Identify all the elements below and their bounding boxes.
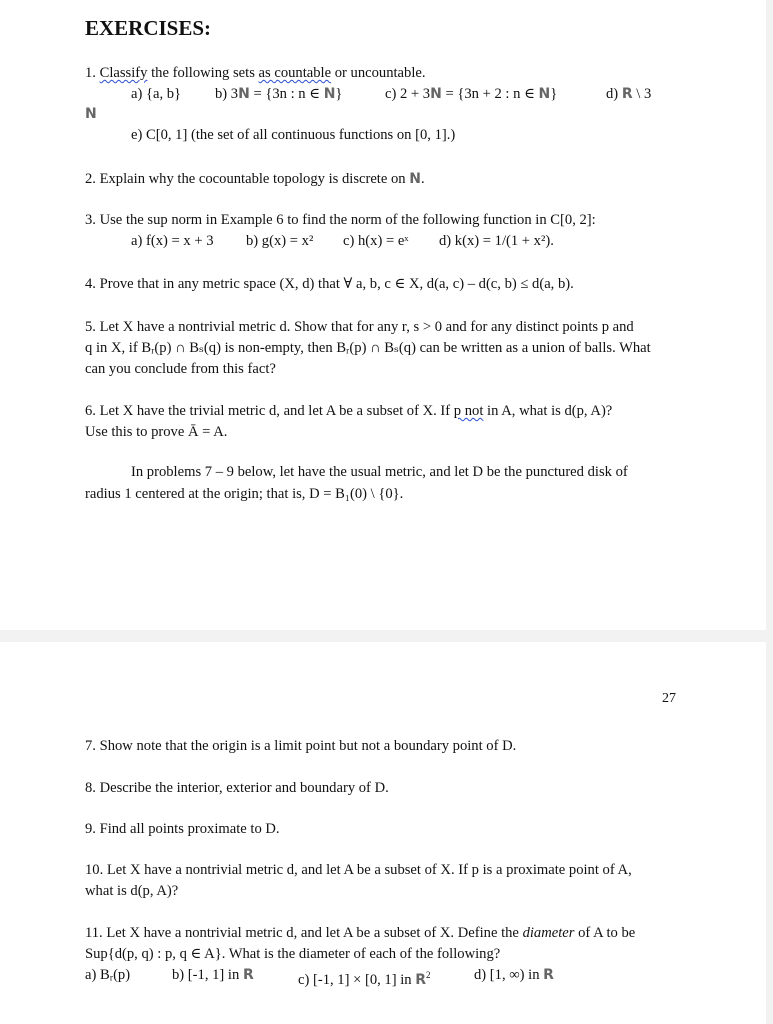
- exercise-3-prompt: 3. Use the sup norm in Example 6 to find the norm of the following function in C[0, 2]:: [85, 212, 596, 228]
- exercise-1-part-b: b) 3N = {3n : n ∈ N}: [215, 86, 343, 102]
- exercise-2: 2. Explain why the cocountable topology is discrete on N.: [85, 171, 425, 187]
- exercise-11-line-2: Sup{d(p, q) : p, q ∈ A}. What is the diameter of each of the following?: [85, 946, 501, 962]
- problems-7-9-intro-line-2: radius 1 centered at the origin; that is, D = B₁(0) \ {0}.: [85, 486, 404, 502]
- exercise-6-line-2: Use this to prove Ā = A.: [85, 424, 228, 440]
- page-number: 27: [662, 691, 676, 706]
- exercise-1-part-d: d) R \ 3: [606, 86, 652, 102]
- exercise-10-line-2: what is d(p, A)?: [85, 883, 179, 899]
- exercise-11-part-c: c) [-1, 1] × [0, 1] in $R^2$: [298, 970, 431, 988]
- exercise-11-line-1: 11. Let X have a nontrivial metric d, and let A be a subset of X. Define the diameter of A to be: [85, 925, 636, 941]
- page-title: EXERCISES:: [85, 16, 212, 40]
- exercise-5-line-2: q in X, if Bᵣ(p) ∩ Bₛ(q) is non-empty, then Bᵣ(p) ∩ Bₛ(q) can be written as a union of balls. What: [85, 340, 651, 356]
- exercise-3-part-c: c) h(x) = eˣ: [343, 233, 409, 249]
- exercise-3-part-a: a) f(x) = x + 3: [131, 233, 214, 249]
- exercise-10-line-1: 10. Let X have a nontrivial metric d, and let A be a subset of X. If p is a proximate point of A,: [85, 862, 632, 878]
- exercise-1-part-a: a) {a, b}: [131, 86, 182, 102]
- exercise-1-part-d-wrap: N: [85, 106, 97, 122]
- problems-7-9-intro-line-1: In problems 7 – 9 below, let have the usual metric, and let D be the punctured disk of: [131, 464, 628, 480]
- exercise-5-line-1: 5. Let X have a nontrivial metric d. Show that for any r, s > 0 and for any distinct points p and: [85, 319, 634, 335]
- exercise-11-part-b: b) [-1, 1] in R: [172, 967, 254, 983]
- exercise-5-line-3: can you conclude from this fact?: [85, 361, 276, 377]
- exercise-7: 7. Show note that the origin is a limit point but not a boundary point of D.: [85, 738, 517, 754]
- exercise-3-part-d: d) k(x) = 1/(1 + x²).: [439, 233, 554, 249]
- exercise-1-part-e: e) C[0, 1] (the set of all continuous functions on [0, 1].): [131, 127, 456, 143]
- exercise-4: 4. Prove that in any metric space (X, d) that ∀ a, b, c ∈ X, d(a, c) – d(c, b) ≤ d(a, b).: [85, 276, 574, 292]
- exercise-6-line-1: 6. Let X have the trivial metric d, and let A be a subset of X. If p not in A, what is d(p, A)?: [85, 403, 613, 419]
- document-page-2: [0, 642, 766, 1024]
- exercise-9: 9. Find all points proximate to D.: [85, 821, 280, 837]
- exercise-1-prompt: 1. Classify the following sets as countable or uncountable.: [85, 65, 426, 81]
- exercise-3-part-b: b) g(x) = x²: [246, 233, 314, 249]
- exercise-11-part-a: a) Bᵣ(p): [85, 967, 131, 983]
- exercise-11-part-d: d) [1, ∞) in R: [474, 967, 554, 983]
- exercise-1-part-c: c) 2 + 3N = {3n + 2 : n ∈ N}: [385, 86, 558, 102]
- exercise-8: 8. Describe the interior, exterior and boundary of D.: [85, 780, 389, 796]
